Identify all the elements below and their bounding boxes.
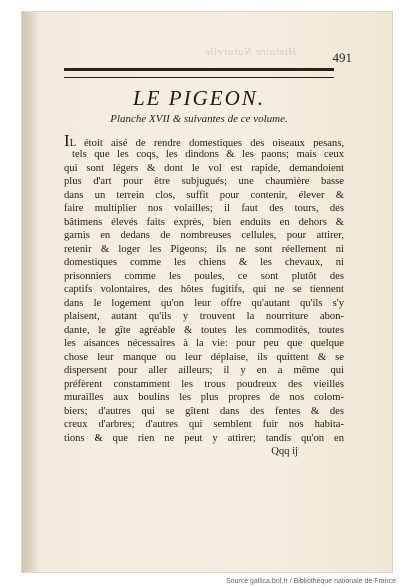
text-line: faire multiplier nos volailles; il faut des tours, des [64, 203, 344, 214]
signature-mark: Qqq ij [271, 446, 298, 457]
text-line: dispersent pour aller ailleurs; il y en a même qui [64, 365, 344, 376]
drop-cap: I [64, 131, 70, 148]
text-line: plaisent, autant qu'ils y trouvent la nourriture abon- [64, 311, 344, 322]
text-line: captifs volontaires, des hôtes fugitifs, qui ne se tiennent [64, 284, 344, 295]
text-line: dans un terrein clos, suffit pour contenir, élever & [64, 189, 344, 201]
chapter-subtitle: Planche XVII & suivantes de ce volume. [110, 113, 288, 125]
text-line: tels que les coqs, les dindons & les paons; mais ceux [72, 149, 344, 160]
page-gutter-shadow [22, 12, 40, 572]
text-line: tions & que rien ne peut y attirer; tandis qu'on en [64, 432, 344, 444]
text-line: creux d'arbres; d'autres qui semblent fuir nos habita- [64, 419, 344, 430]
text-line: préfèrent constamment les trous poudreux des vieilles [64, 378, 344, 390]
page-number: 491 [332, 50, 352, 65]
text-line: garnis en dedans de nombreuses cellules, pour attirer, [64, 230, 344, 241]
text-line: prisonniers comme les poules, ce sont plutôt des [64, 270, 344, 282]
text-line: retenir & loger les Pigeons; ils ne sont réellement ni [64, 243, 344, 255]
text-line: dans le logement qu'on leur offre qu'autant qu'ils s'y [64, 297, 344, 309]
source-attribution: Source gallica.bnf.fr / Bibliothèque nationale de France [225, 578, 396, 585]
text-line: plus d'art pour être subjugués; une chaumière basse [64, 176, 344, 187]
body-text [64, 129, 344, 459]
text-line: bâtimens élevés faits exprès, bien enduits en dehors & [64, 216, 344, 228]
text-line [64, 129, 344, 148]
text-line: chose leur manque ou leur déplaise, ils quittent & se [64, 351, 344, 363]
text-line: les aisances nécessaires à la vie: pour peu que quelque [64, 338, 344, 349]
text-line: murailles aux boulins les plus propres de nos colom- [64, 392, 344, 403]
text-line: domestiques comme les chiens & les chevaux, ni [64, 257, 344, 268]
header-double-rule [64, 68, 334, 78]
text-line: qui sont légers & dont le vol est rapide, demandoient [64, 162, 344, 174]
chapter-title: LE PIGEON. [133, 86, 265, 110]
bleed-through-text: Histoire Naturelle [204, 48, 297, 58]
first-line-text: L étoit aisé de rendre domestiques des oiseaux pesans, [69, 138, 344, 148]
text-line: biers; d'autres qui se gîtent dans des fentes & des [64, 405, 344, 417]
text-line: dante, le gîte agréable & toutes les commodités, toutes [64, 324, 344, 336]
